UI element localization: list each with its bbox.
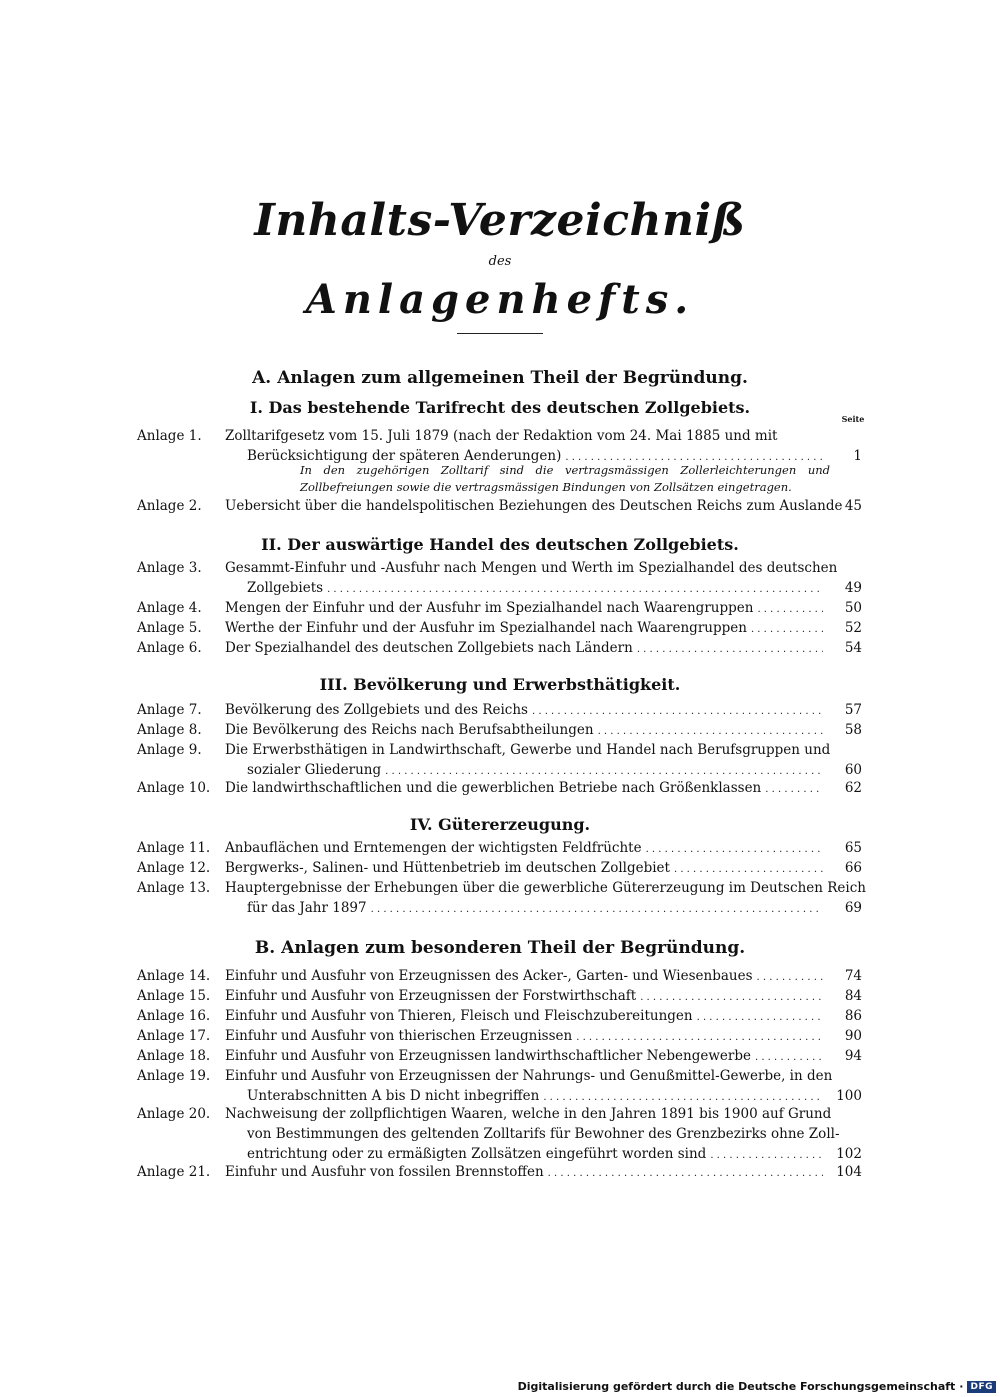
entry-page-number: 90 [844, 1028, 862, 1044]
entry-page-number: 84 [844, 988, 862, 1004]
entry-text [225, 1046, 825, 1066]
part-a-heading [0, 368, 1000, 388]
entry-text [225, 598, 825, 618]
leader-dots [532, 700, 823, 722]
entry-line: Bergwerks-, Salinen- und Hüttenbetrieb im deutschen Zollgebiet [225, 860, 670, 876]
entry-text [225, 1066, 833, 1106]
entry-line: Bevölkerung des Zollgebiets und des Reichs [225, 702, 528, 718]
entry-page-number: 66 [844, 860, 862, 876]
document-title: Inhalts-Verzeichniß [254, 195, 746, 246]
entry-line: Gesammt-Einfuhr und -Ausfuhr nach Mengen und Werth im Spezialhandel des deutschen [225, 560, 838, 576]
entry-line: für das Jahr 1897 [247, 900, 367, 916]
leader-dots [548, 1162, 823, 1184]
entry-text [225, 1006, 825, 1026]
footer-separator: · [959, 1380, 964, 1393]
part-a-letter: A. [252, 368, 272, 388]
entry-page-number: 54 [844, 640, 862, 656]
entry-line: Anbauflächen und Erntemengen der wichtigsten Feldfrüchte [225, 840, 642, 856]
entry-text [225, 638, 825, 658]
entry-line: Einfuhr und Ausfuhr von Erzeugnissen der Forstwirthschaft [225, 988, 637, 1004]
entry-page-number: 45 [844, 498, 862, 514]
part-b-heading [0, 938, 1000, 958]
entry-line: Einfuhr und Ausfuhr von Thieren, Fleisch und Fleischzubereitungen [225, 1008, 693, 1024]
entry-label: Anlage 4. [137, 600, 202, 616]
document-subtitle: Anlagenhefts. [305, 276, 695, 323]
entry-line: entrichtung oder zu ermäßigten Zollsätzen eingeführt worden sind [247, 1146, 707, 1162]
entry-line: Werthe der Einfuhr und der Ausfuhr im Spezialhandel nach Waarengruppen [225, 620, 747, 636]
entry-page-number: 50 [844, 600, 862, 616]
entry-page-number: 57 [844, 702, 862, 718]
entry-page-number: 102 [836, 1146, 862, 1162]
entry-line: Zollgebiets [247, 580, 324, 596]
entry-text [225, 1104, 840, 1164]
footer-text: Digitalisierung gefördert durch die Deutsche Forschungsgemeinschaft [517, 1380, 956, 1393]
leader-dots [755, 1046, 823, 1068]
entry-label: Anlage 10. [137, 780, 211, 796]
entry-page-number: 52 [844, 620, 862, 636]
leader-dots [640, 986, 823, 1008]
leader-dots [757, 966, 823, 988]
entry-label: Anlage 15. [137, 988, 211, 1004]
editorial-note: In den zugehörigen Zolltarif sind die vertragsmässigen Zollerleichterungen und Zollbefreiungen sowie die vertragsmässigen Bindungen von Zollsätzen eingetragen. [300, 463, 830, 494]
entry-label: Anlage 12. [137, 860, 211, 876]
entry-line: Mengen der Einfuhr und der Ausfuhr im Spezialhandel nach Waarengruppen [225, 600, 754, 616]
entry-text [225, 1026, 825, 1046]
entry-label: Anlage 1. [137, 428, 202, 444]
entry-line: von Bestimmungen des geltenden Zolltarifs für Bewohner des Grenzbezirks ohne Zoll- [247, 1126, 840, 1142]
digitization-footer [518, 1380, 996, 1393]
part-b-title: Anlagen zum besonderen Theil der Begründung. [281, 938, 746, 958]
entry-line: Einfuhr und Ausfuhr von Erzeugnissen des Acker-, Garten- und Wiesenbaues [225, 968, 753, 984]
entry-line: Einfuhr und Ausfuhr von thierischen Erzeugnissen [225, 1028, 573, 1044]
entry-label: Anlage 20. [137, 1106, 211, 1122]
entry-label: Anlage 9. [137, 742, 202, 758]
section-heading: II. Der auswärtige Handel des deutschen Zollgebiets. [261, 535, 739, 554]
entry-line: Die landwirthschaftlichen und die gewerblichen Betriebe nach Größenklassen [225, 780, 762, 796]
part-a-title: Anlagen zum allgemeinen Theil der Begründung. [277, 368, 748, 388]
page-column-label: Seite [841, 414, 865, 424]
leader-dots [697, 1006, 823, 1028]
entry-label: Anlage 18. [137, 1048, 211, 1064]
leader-dots [765, 778, 823, 800]
entry-line: Zolltarifgesetz vom 15. Juli 1879 (nach der Redaktion vom 24. Mai 1885 und mit [225, 428, 778, 444]
leader-dots [327, 578, 823, 600]
entry-text [225, 1162, 825, 1182]
leader-dots [598, 720, 823, 742]
entry-label: Anlage 13. [137, 880, 211, 896]
entry-line: Nachweisung der zollpflichtigen Waaren, welche in den Jahren 1891 bis 1900 auf Grund [225, 1106, 832, 1122]
entry-text [225, 986, 825, 1006]
leader-dots [751, 618, 823, 640]
entry-page-number: 65 [844, 840, 862, 856]
section-heading: I. Das bestehende Tarifrecht des deutschen Zollgebiets. [249, 398, 751, 417]
entry-line: Die Bevölkerung des Reichs nach Berufsabtheilungen [225, 722, 594, 738]
entry-page-number: 1 [853, 448, 862, 464]
entry-label: Anlage 6. [137, 640, 202, 656]
entry-page-number: 86 [844, 1008, 862, 1024]
entry-label: Anlage 5. [137, 620, 202, 636]
entry-label: Anlage 7. [137, 702, 202, 718]
entry-label: Anlage 11. [137, 840, 211, 856]
section-heading: III. Bevölkerung und Erwerbsthätigkeit. [319, 675, 681, 694]
entry-page-number: 100 [836, 1088, 862, 1104]
entry-label: Anlage 19. [137, 1068, 211, 1084]
entry-line: Berücksichtigung der späteren Aenderungen) [247, 448, 562, 464]
entry-label: Anlage 16. [137, 1008, 211, 1024]
entry-text [225, 966, 825, 986]
entry-text [225, 720, 825, 740]
entry-line: Einfuhr und Ausfuhr von fossilen Brennstoffen [225, 1164, 544, 1180]
title-rule [457, 333, 543, 334]
entry-page-number: 104 [836, 1164, 862, 1180]
dfg-logo: DFG [967, 1381, 996, 1393]
entry-label: Anlage 14. [137, 968, 211, 984]
entry-page-number: 49 [844, 580, 862, 596]
entry-text [225, 838, 825, 858]
section-heading: IV. Gütererzeugung. [409, 815, 591, 834]
entry-line: Hauptergebnisse der Erhebungen über die gewerbliche Gütererzeugung im Deutschen Reich [225, 880, 866, 896]
entry-page-number: 62 [844, 780, 862, 796]
entry-page-number: 74 [844, 968, 862, 984]
entry-line: sozialer Gliederung [247, 762, 382, 778]
entry-text [225, 496, 843, 516]
leader-dots [646, 838, 823, 860]
entry-line: Uebersicht über die handelspolitischen Beziehungen des Deutschen Reichs zum Auslande [225, 498, 843, 514]
leader-dots [757, 598, 823, 620]
leader-dots [674, 858, 823, 880]
entry-text [225, 618, 825, 638]
leader-dots [637, 638, 823, 660]
entry-text [225, 778, 825, 798]
entry-text [225, 858, 825, 878]
leader-dots [576, 1026, 823, 1048]
entry-page-number: 60 [844, 762, 862, 778]
entry-line: Unterabschnitten A bis D nicht inbegriffen [247, 1088, 540, 1104]
entry-line: Die Erwerbsthätigen in Landwirthschaft, Gewerbe und Handel nach Berufsgruppen und [225, 742, 831, 758]
entry-page-number: 94 [844, 1048, 862, 1064]
entry-line: Der Spezialhandel des deutschen Zollgebiets nach Ländern [225, 640, 633, 656]
entry-label: Anlage 8. [137, 722, 202, 738]
title-connector: des [488, 254, 512, 269]
entry-text [225, 426, 825, 466]
entry-text [225, 700, 825, 720]
entry-text [225, 740, 831, 780]
entry-label: Anlage 21. [137, 1164, 211, 1180]
entry-label: Anlage 17. [137, 1028, 211, 1044]
entry-text [225, 558, 838, 598]
entry-label: Anlage 2. [137, 498, 202, 514]
entry-line: Einfuhr und Ausfuhr von Erzeugnissen landwirthschaftlicher Nebengewerbe [225, 1048, 751, 1064]
leader-dots [371, 898, 823, 920]
entry-line: Einfuhr und Ausfuhr von Erzeugnissen der Nahrungs- und Genußmittel-Gewerbe, in den [225, 1068, 833, 1084]
entry-label: Anlage 3. [137, 560, 202, 576]
entry-page-number: 69 [844, 900, 862, 916]
entry-page-number: 58 [844, 722, 862, 738]
part-b-letter: B. [254, 938, 276, 958]
